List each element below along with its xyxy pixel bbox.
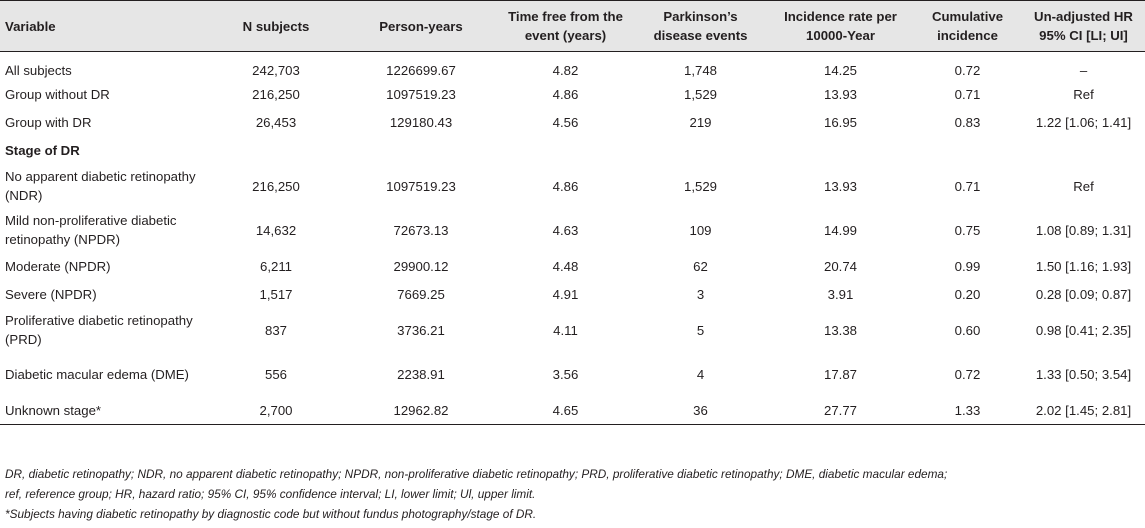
- cell-cumulative-incidence: 0.72: [954, 62, 981, 78]
- cell-hr: 0.98 [0.41; 2.35]: [1035, 322, 1132, 338]
- cell-pd-events: 1,529: [683, 86, 717, 102]
- cell-cumulative-incidence: 0.71: [954, 86, 981, 102]
- cell-n-subjects: 1,517: [259, 286, 293, 302]
- cell-pd-events: 109: [689, 222, 712, 238]
- cell-incidence-rate: 16.95: [823, 114, 857, 130]
- header-row: [0, 1, 1145, 52]
- table-row: [0, 396, 1145, 425]
- cell-person-years: 72673.13: [393, 222, 449, 238]
- cell-time-free: 4.91: [552, 286, 579, 302]
- cell-hr: Ref: [1073, 178, 1094, 194]
- cell-n-subjects: 216,250: [252, 86, 300, 102]
- table-row: [0, 52, 1145, 81]
- cell-n-subjects: 26,453: [255, 114, 297, 130]
- cell-person-years: 7669.25: [397, 286, 445, 302]
- cell-time-free: 4.56: [552, 114, 579, 130]
- col-header-variable: Variable: [0, 1, 208, 52]
- col-header-time-free: Time free from the event (years): [498, 1, 633, 52]
- cell-person-years: 2238.91: [397, 366, 445, 382]
- cell-person-years: 1097519.23: [386, 178, 456, 194]
- cell-time-free: 4.65: [498, 396, 633, 425]
- cell-hr: –: [1079, 62, 1088, 78]
- cell-hr: 1.33 [0.50; 3.54]: [1035, 366, 1132, 382]
- cell-n-subjects: 837: [264, 322, 287, 338]
- cell-time-free: 4.48: [552, 258, 579, 274]
- cell-n-subjects: 556: [264, 366, 287, 382]
- cell-pd-events: 5: [696, 322, 705, 338]
- table-footnote: *Subjects having diabetic retinopathy by diagnostic code but without fundus photography/stage of DR.: [5, 507, 537, 521]
- cell-n-subjects: 14,632: [255, 222, 297, 238]
- cell-pd-events: 1,529: [683, 178, 717, 194]
- cell-cumulative-incidence: 0.60: [954, 322, 981, 338]
- cell-person-years: 12962.82: [344, 396, 498, 425]
- cell-n-subjects: 2,700: [208, 396, 344, 425]
- cell-incidence-rate: 20.74: [823, 258, 857, 274]
- cell-variable: All subjects: [5, 62, 72, 78]
- col-header-n-subjects: N subjects: [208, 1, 344, 52]
- cell-pd-events: 219: [689, 114, 712, 130]
- col-header-person-years: Person-years: [344, 1, 498, 52]
- cell-cumulative-incidence: 0.83: [954, 114, 981, 130]
- cell-hr: [1022, 136, 1145, 164]
- cell-incidence-rate: 14.25: [823, 62, 857, 78]
- col-header-hr: Un-adjusted HR 95% CI [LI; UI]: [1022, 1, 1145, 52]
- cell-hr: 1.22 [1.06; 1.41]: [1035, 114, 1132, 130]
- cell-hr: Ref: [1073, 86, 1094, 102]
- cell-cumulative-incidence: 1.33: [913, 396, 1022, 425]
- table-row: [0, 108, 1145, 136]
- cell-n-subjects: 242,703: [252, 62, 300, 78]
- cell-variable: Severe (NPDR): [5, 286, 97, 302]
- cell-incidence-rate: [768, 136, 913, 164]
- col-header-pd-events: Parkinson’s disease events: [633, 1, 768, 52]
- cell-cumulative-incidence: 0.75: [954, 222, 981, 238]
- cell-person-years: 3736.21: [397, 322, 445, 338]
- cell-person-years: 29900.12: [393, 258, 449, 274]
- table-row: [0, 308, 1145, 352]
- cell-time-free: 3.56: [552, 366, 579, 382]
- table-row: [0, 164, 1145, 208]
- abbreviations-note: [5, 464, 1140, 504]
- cell-n-subjects: 6,211: [259, 258, 293, 274]
- cell-incidence-rate: 3.91: [827, 286, 854, 302]
- cell-variable: Unknown stage*: [0, 396, 208, 425]
- cell-variable: Group with DR: [5, 114, 92, 130]
- cell-hr: 1.50 [1.16; 1.93]: [1035, 258, 1132, 274]
- cell-variable: Mild non-proliferative diabetic retinopathy (NPDR): [5, 213, 177, 247]
- cell-variable: Proliferative diabetic retinopathy (PRD): [5, 313, 193, 347]
- cell-n-subjects: 216,250: [252, 178, 300, 194]
- section-heading: Stage of DR: [5, 142, 80, 158]
- cell-person-years: 129180.43: [389, 114, 453, 130]
- col-header-cumulative-incidence: Cumulative incidence: [913, 1, 1022, 52]
- cell-incidence-rate: 14.99: [823, 222, 857, 238]
- cell-time-free: 4.63: [552, 222, 579, 238]
- cell-pd-events: 1,748: [683, 62, 717, 78]
- table-row: [0, 80, 1145, 108]
- cell-hr: 1.08 [0.89; 1.31]: [1035, 222, 1132, 238]
- cell-hr: 0.28 [0.09; 0.87]: [1035, 286, 1132, 302]
- cell-pd-events: 62: [693, 258, 708, 274]
- cell-time-free: 4.11: [553, 322, 578, 338]
- cell-hr: 2.02 [1.45; 2.81]: [1022, 396, 1145, 425]
- cell-pd-events: 36: [633, 396, 768, 425]
- cell-cumulative-incidence: 0.71: [954, 178, 981, 194]
- cell-person-years: 1097519.23: [386, 86, 456, 102]
- cell-person-years: [344, 136, 498, 164]
- cell-cumulative-incidence: [913, 136, 1022, 164]
- table-row: [0, 352, 1145, 396]
- cell-variable: Group without DR: [5, 86, 110, 102]
- table-row: [0, 252, 1145, 280]
- cell-incidence-rate: 27.77: [768, 396, 913, 425]
- cell-variable: No apparent diabetic retinopathy (NDR): [5, 169, 196, 203]
- cell-n-subjects: [208, 136, 344, 164]
- cell-incidence-rate: 17.87: [823, 366, 857, 382]
- abbreviations-line-2: ref, reference group; HR, hazard ratio; 95% CI, 95% confidence interval; LI, lower limit; Ul, upper limit.: [5, 487, 536, 501]
- cell-incidence-rate: 13.38: [823, 322, 857, 338]
- cell-pd-events: 3: [696, 286, 705, 302]
- cell-variable: Diabetic macular edema (DME): [5, 366, 189, 382]
- cell-incidence-rate: 13.93: [823, 178, 857, 194]
- cell-time-free: 4.86: [552, 178, 579, 194]
- cell-incidence-rate: 13.93: [823, 86, 857, 102]
- cell-cumulative-incidence: 0.99: [954, 258, 981, 274]
- abbreviations-line-1: DR, diabetic retinopathy; NDR, no apparent diabetic retinopathy; NPDR, non-proliferative diabetic retinopathy; PRD, proliferative diabetic retinopathy; DME, diabetic macular edema;: [5, 467, 948, 481]
- cell-variable: Moderate (NPDR): [5, 258, 111, 274]
- cell-cumulative-incidence: 0.72: [954, 366, 981, 382]
- cell-pd-events: [633, 136, 768, 164]
- table-row: [0, 280, 1145, 308]
- cell-cumulative-incidence: 0.20: [954, 286, 981, 302]
- cell-time-free: [498, 136, 633, 164]
- cell-time-free: 4.86: [552, 86, 579, 102]
- table-row: [0, 208, 1145, 252]
- cell-person-years: 1226699.67: [386, 62, 456, 78]
- cell-time-free: 4.82: [552, 62, 579, 78]
- cell-pd-events: 4: [696, 366, 705, 382]
- col-header-incidence-rate: Incidence rate per 10000-Year: [768, 1, 913, 52]
- section-row: [0, 136, 1145, 164]
